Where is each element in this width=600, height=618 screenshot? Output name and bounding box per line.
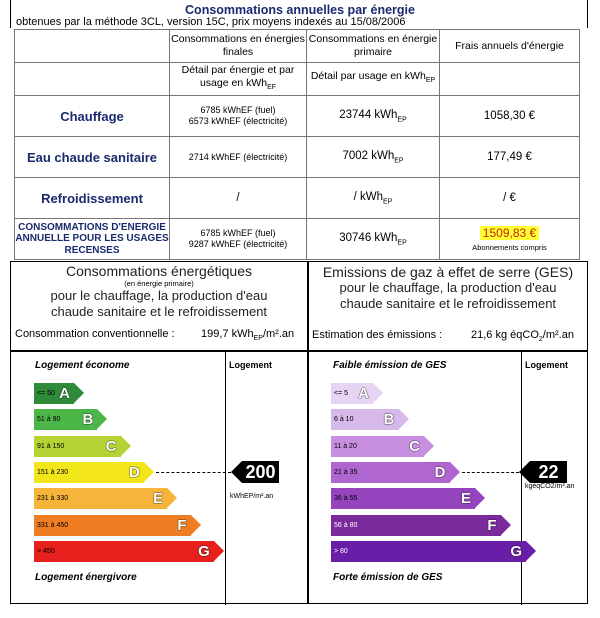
consumption-table	[14, 29, 580, 260]
class-arrow-tip	[450, 462, 460, 482]
class-range: 56 à 80	[334, 521, 358, 529]
conso-label: Consommation conventionnelle :	[15, 328, 175, 340]
energy-value-marker	[242, 461, 279, 483]
cell-finales: 6785 kWhEF (fuel) 6573 kWhEF (électricité)	[170, 96, 307, 137]
class-bar-c	[331, 436, 424, 457]
energy-bottom-label: Logement énergivore	[35, 572, 137, 583]
class-bar-c	[34, 436, 121, 457]
class-range: 11 à 20	[334, 442, 357, 450]
ges-title: Emissions de gaz à effet de serre (GES)	[322, 264, 574, 280]
class-bar-e	[331, 488, 475, 509]
class-bar-d	[331, 462, 450, 483]
class-arrow-tip	[214, 541, 224, 561]
abonnements-note: Abonnements compris	[472, 243, 547, 252]
class-arrow-tip	[475, 488, 485, 508]
class-letter: B	[383, 411, 395, 429]
cell-finales: /	[170, 178, 307, 219]
cell-primaire: 7002 kWh$_{EP}$	[307, 137, 440, 178]
table-row	[15, 178, 580, 219]
ges-bottom-label: Forte émission de GES	[333, 572, 443, 583]
ges-line2: chaude sanitaire et le refroidissement	[339, 296, 557, 311]
class-arrow-tip	[74, 383, 84, 403]
class-letter: B	[82, 411, 94, 429]
estim-value: 21,6 kg éqCO$_2$/m².an	[471, 329, 574, 344]
class-range: > 80	[334, 547, 348, 555]
class-range: <= 5	[334, 390, 349, 397]
class-arrow-tip	[373, 383, 383, 403]
energy-value: 200	[245, 461, 276, 482]
table-subheader-row	[15, 63, 580, 96]
table-total-row	[15, 219, 580, 260]
ges-value-marker	[530, 461, 567, 483]
class-range: 36 à 55	[334, 495, 358, 503]
class-arrow-tip	[501, 515, 511, 535]
class-range: > 450	[37, 547, 55, 555]
class-range: 331 à 450	[37, 521, 69, 529]
class-letter: G	[198, 542, 210, 560]
cell-frais: 1058,30 €	[440, 96, 580, 137]
subheader-primaire: Détail par usage en kWh$_{EP}$	[307, 63, 440, 96]
class-letter: D	[434, 463, 446, 481]
class-letter: F	[177, 516, 187, 534]
cell-frais-total	[440, 219, 580, 260]
conso-value: 199,7 kWh$_{EP}$/m².an	[201, 328, 295, 343]
class-letter: F	[487, 516, 497, 534]
col-header-frais: Frais annuels d'énergie	[440, 30, 580, 63]
class-letter: C	[105, 437, 117, 455]
class-bar-f	[331, 515, 501, 536]
subheader-finales: Détail par énergie et par usage en kWh$_{EF}$	[170, 63, 307, 96]
ges-top-label: Faible émission de GES	[333, 360, 447, 371]
class-letter: C	[409, 437, 420, 455]
page-title: Consommations annuelles par énergie	[185, 3, 415, 17]
energy-unit: kWhEP/m².an	[230, 493, 274, 500]
total-cost-highlight: 1509,83 €	[480, 226, 539, 240]
estim-label: Estimation des émissions :	[312, 329, 443, 341]
class-bar-b	[34, 409, 97, 430]
energy-small-note: (en énergie primaire)	[124, 279, 194, 288]
table-corner-cell	[15, 30, 170, 63]
class-arrow-tip	[424, 436, 434, 456]
class-arrow-tip	[97, 409, 107, 429]
energy-title: Consommations énergétiques	[66, 263, 252, 279]
class-letter: E	[153, 490, 164, 508]
energy-line1: pour le chauffage, la production d'eau	[50, 288, 268, 303]
class-bar-d	[34, 462, 144, 483]
col-header-finales: Consommations en énergies finales	[170, 30, 307, 63]
ges-summary-panel	[308, 261, 588, 351]
cell-primaire: / kWh$_{EP}$	[307, 178, 440, 219]
class-range: 151 à 230	[37, 468, 69, 476]
cell-primaire: 23744 kWh$_{EP}$	[307, 96, 440, 137]
class-arrow-tip	[144, 462, 154, 482]
row-label-eau-chaude: Eau chaude sanitaire	[15, 137, 170, 178]
class-arrow-tip	[191, 515, 201, 535]
class-bar-f	[34, 515, 191, 536]
class-pointer-line	[462, 472, 520, 473]
class-bar-a	[34, 383, 74, 404]
class-arrow-tip	[526, 541, 536, 561]
cell-frais: / €	[440, 178, 580, 219]
cell-primaire-total: 30746 kWh$_{EP}$	[307, 219, 440, 260]
cell-finales-total: 6785 kWhEF (fuel) 9287 kWhEF (électricité)	[170, 219, 307, 260]
table-row	[15, 96, 580, 137]
class-bar-g	[34, 541, 214, 562]
class-bar-b	[331, 409, 399, 430]
class-range: 21 à 35	[334, 468, 358, 476]
class-arrow-tip	[121, 436, 131, 456]
class-letter: A	[59, 385, 70, 402]
class-range: <= 50	[37, 390, 55, 397]
class-range: 91 à 150	[37, 442, 65, 450]
table-header-row	[15, 30, 580, 63]
page-subtitle: obtenues par la méthode 3CL, version 15C, prix moyens indexés au 15/08/2006	[16, 16, 406, 28]
energy-line2: chaude sanitaire et le refroidissement	[50, 304, 268, 319]
row-label-chauffage: Chauffage	[15, 96, 170, 137]
col-header-primaire: Consommations en énergie primaire	[307, 30, 440, 63]
class-letter: D	[129, 463, 140, 481]
energy-label-scale	[10, 351, 308, 604]
row-label-refroidissement: Refroidissement	[15, 178, 170, 219]
energy-column-divider	[225, 352, 226, 605]
class-pointer-line	[156, 472, 231, 473]
row-label-total: CONSOMMATIONS D'ENERGIE ANNUELLE POUR LES USAGES RECENSES	[15, 219, 170, 260]
class-bar-g	[331, 541, 526, 562]
class-bar-a	[331, 383, 373, 404]
table-row	[15, 137, 580, 178]
class-arrow-tip	[167, 488, 177, 508]
cell-finales: 2714 kWhEF (électricité)	[170, 137, 307, 178]
class-letter: E	[460, 490, 471, 508]
class-range: 231 à 330	[37, 495, 69, 503]
energy-summary-panel	[10, 261, 308, 351]
ges-label-scale	[308, 351, 588, 604]
class-range: 51 à 90	[37, 416, 61, 424]
energy-col-label: Logement	[229, 360, 273, 370]
ges-value: 22	[538, 461, 559, 482]
marker-arrow-tip	[231, 461, 242, 483]
class-bar-e	[34, 488, 167, 509]
energy-top-label: Logement économe	[35, 360, 130, 371]
marker-arrow-tip	[519, 461, 530, 483]
class-range: 6 à 10	[334, 416, 354, 424]
subheader-frais-empty	[440, 63, 580, 96]
table-subheader-empty	[15, 63, 170, 96]
ges-unit: kgéqCO2/m².an	[525, 483, 575, 490]
cell-frais: 177,49 €	[440, 137, 580, 178]
class-arrow-tip	[399, 409, 409, 429]
class-letter: G	[510, 542, 522, 560]
ges-line1: pour le chauffage, la production d'eau	[339, 280, 557, 295]
class-letter: A	[358, 385, 369, 402]
ges-col-label: Logement	[525, 360, 569, 370]
